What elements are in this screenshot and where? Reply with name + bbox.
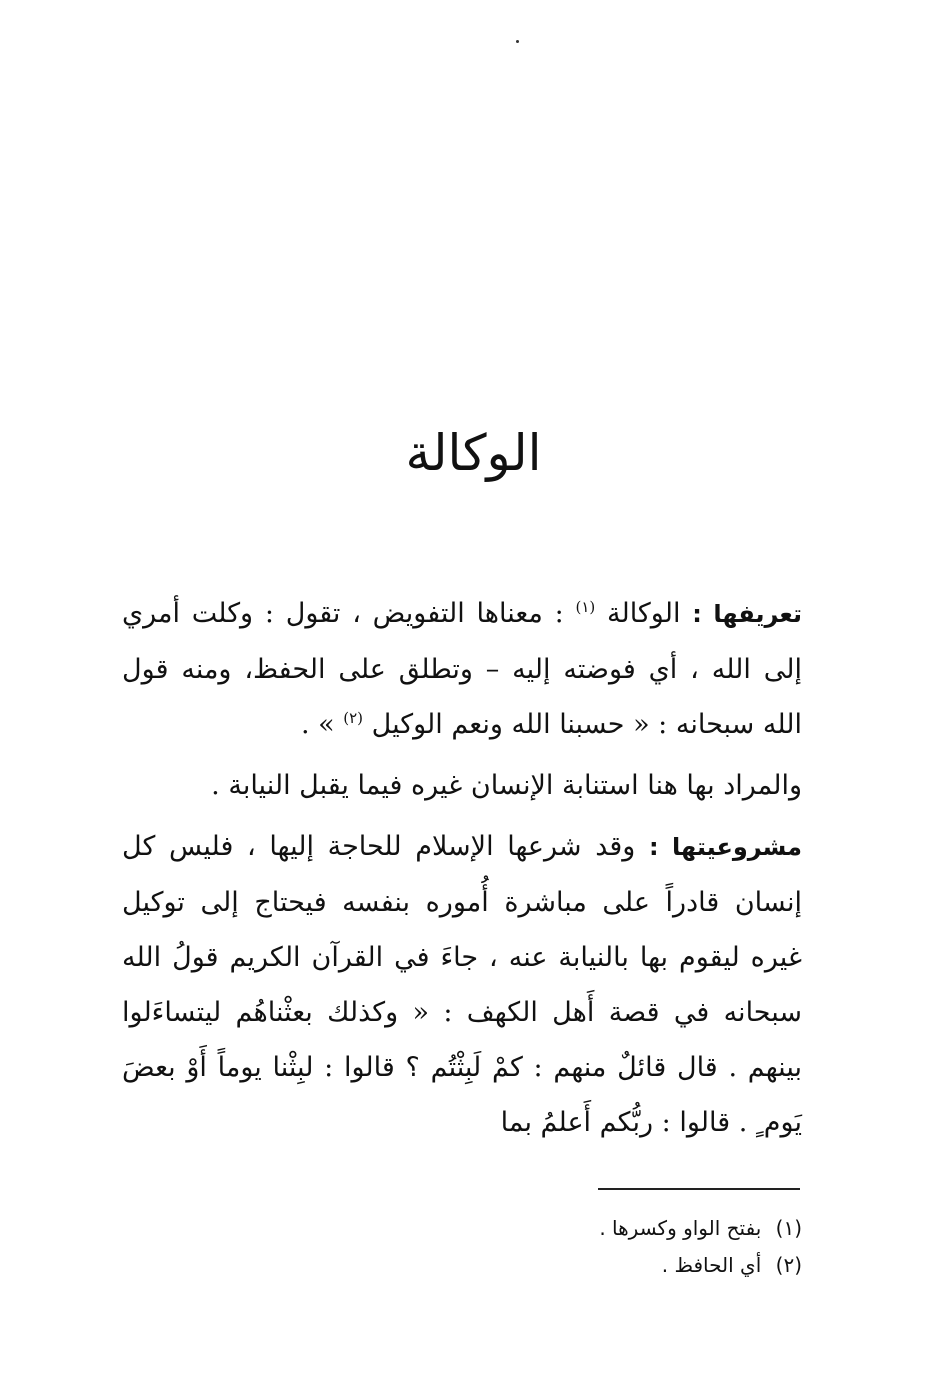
print-speck [516, 40, 519, 43]
footnote-ref-2[interactable]: (٢) [343, 709, 364, 727]
legitimacy-paragraph [122, 819, 802, 1150]
footnote-divider [598, 1188, 800, 1190]
footnote-text: أي الحافظ . [661, 1253, 762, 1277]
main-text [122, 586, 802, 1150]
footnote-2 [400, 1247, 802, 1284]
definition-text: : معناها التفويض ، تقول : وكلت أمري إلى الله ، أي فوضته إليه – وتطلق على الحفظ، ومنه قول الله سبحانه : « حسبنا الله ونعم الوكيل [122, 598, 802, 740]
footnote-ref-1[interactable]: (١) [575, 598, 596, 616]
footnote-1 [400, 1210, 802, 1247]
legitimacy-heading: مشروعيتها : [648, 833, 802, 861]
chapter-title: الوكالة [405, 424, 542, 482]
definition-text-end: » . [300, 709, 335, 740]
footnote-number: (٢) [775, 1253, 802, 1277]
footnotes [400, 1210, 802, 1284]
legitimacy-text: وقد شرعها الإسلام للحاجة إليها ، فليس كل إنسان قادراً على مباشرة أُموره بنفسه فيحتاج إلى توكيل غيره ليقوم بها بالنيابة عنه ، جاءَ في القرآن الكريم قولُ الله سبحانه في قصة أَهل الكهف : « وكذلك بعثْناهُم ليتساءَلوا بينهم . قال قائلٌ منهم : كمْ لَبِثْتُم ؟ قالوا : لبِثْنا يوماً أَوْ بعضَ يَوم ٍ . قالوا : ربُّكم أَعلمُ بما [122, 831, 802, 1138]
footnote-text: بفتح الواو وكسرها . [599, 1216, 762, 1240]
definition-term: الوكالة [607, 598, 681, 629]
definition-paragraph [122, 586, 802, 752]
meaning-paragraph: والمراد بها هنا استنابة الإنسان غيره فيما يقبل النيابة . [211, 770, 802, 801]
footnote-number: (١) [775, 1216, 802, 1240]
definition-heading: تعريفها : [692, 600, 802, 628]
